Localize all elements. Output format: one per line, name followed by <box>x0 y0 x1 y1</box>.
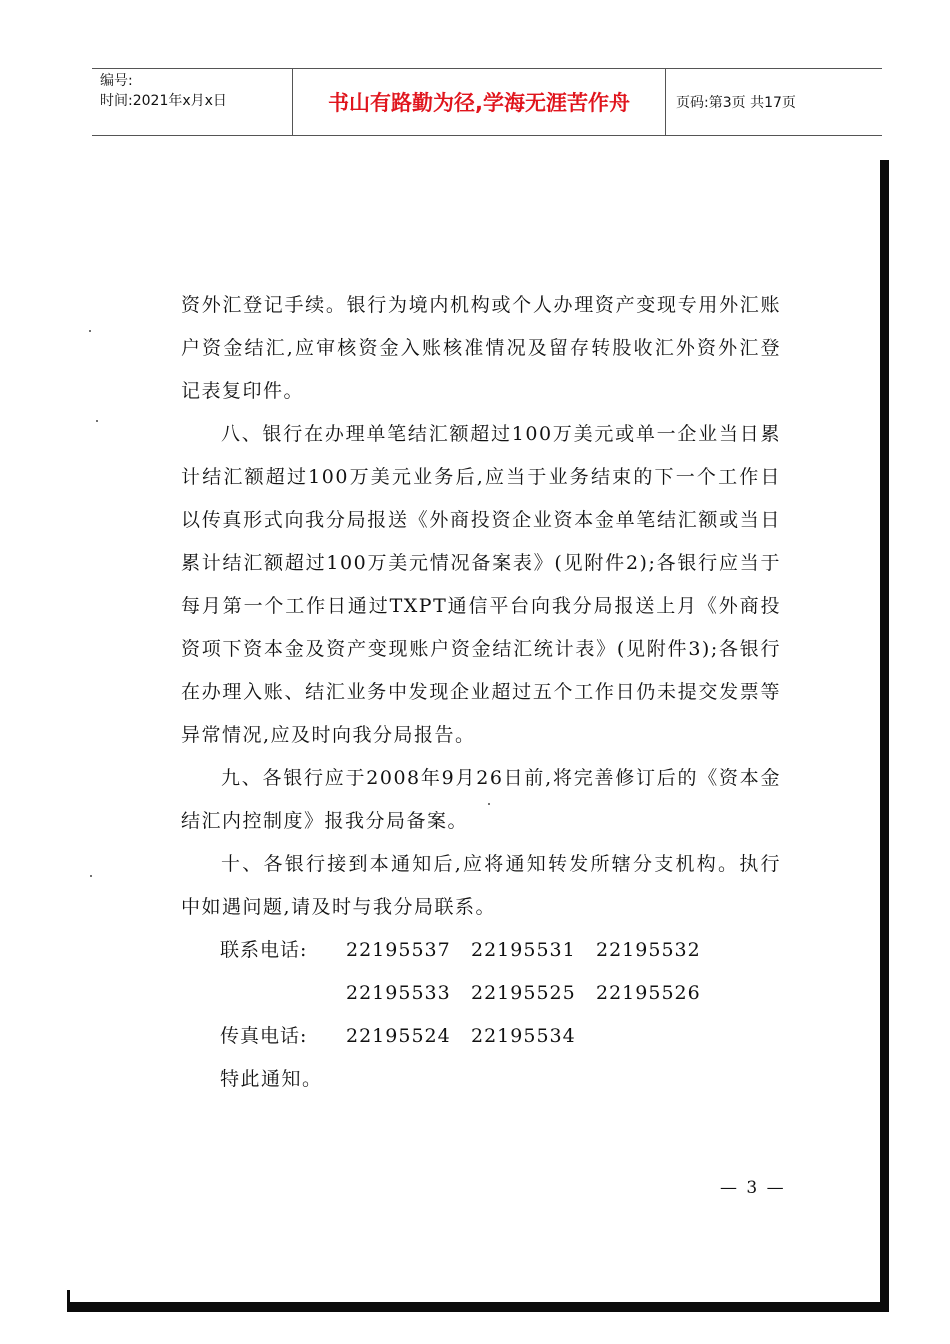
closing-text: 特此通知。 <box>220 1068 323 1090</box>
scan-speck <box>90 875 92 877</box>
scan-speck <box>96 420 98 422</box>
phone-row <box>220 972 721 1015</box>
phone-label: 联系电话: <box>220 939 308 961</box>
scan-speck <box>89 330 91 332</box>
phone-number: 22195537 <box>346 939 451 961</box>
header-meta <box>92 69 293 135</box>
paragraph: 十、各银行接到本通知后,应将通知转发所辖分支机构。执行中如遇问题,请及时与我分局联系。 <box>181 853 781 918</box>
time-label: 时间:2021年x月x日 <box>100 93 227 109</box>
paragraph: 九、各银行应于2008年9月26日前,将完善修订后的《资本金结汇内控制度》报我分局备案。 <box>181 767 781 832</box>
phone-number: 22195526 <box>596 982 701 1004</box>
fax-row <box>220 1015 721 1058</box>
phone-number: 22195532 <box>596 939 701 961</box>
scan-border-left <box>67 1290 70 1312</box>
fax-label: 传真电话: <box>220 1025 308 1047</box>
fax-number: 22195534 <box>471 1025 576 1047</box>
header-motto <box>293 69 666 135</box>
header-page-info <box>666 69 882 135</box>
phone-number: 22195533 <box>346 982 451 1004</box>
phone-row <box>220 929 721 972</box>
scan-border-right <box>880 160 889 1312</box>
fax-number: 22195524 <box>346 1025 451 1047</box>
footer-page-number: — 3 — <box>720 1178 786 1198</box>
number-label: 编号: <box>100 73 133 89</box>
motto-text: 书山有路勤为径,学海无涯苦作舟 <box>328 91 630 115</box>
document-header <box>92 68 882 136</box>
phone-label-spacer <box>220 972 346 1015</box>
phone-number: 22195525 <box>471 982 576 1004</box>
contact-info <box>220 929 721 1058</box>
scan-border-bottom <box>67 1302 889 1312</box>
phone-number: 22195531 <box>471 939 576 961</box>
page-label: 页码:第3页 共17页 <box>676 95 796 111</box>
paragraph: 八、银行在办理单笔结汇额超过100万美元或单一企业当日累计结汇额超过100万美元业务后,应当于业务结束的下一个工作日以传真形式向我分局报送《外商投资企业资本金单笔结汇额或当日累计结汇额超过100万美元情况备案表》(见附件2);各银行应当于每月第一个工作日通过TXPT通信平台向我分局报送上月《外商投资项下资本金及资产变现账户资金结汇统计表》(见附件3);各银行在办理入账、结汇业务中发现企业超过五个工作日仍未提交发票等异常情况,应及时向我分局报告。 <box>181 423 781 746</box>
paragraph: 资外汇登记手续。银行为境内机构或个人办理资产变现专用外汇账户资金结汇,应审核资金入账核准情况及留存转股收汇外资外汇登记表复印件。 <box>181 294 781 402</box>
document-body <box>181 284 781 929</box>
